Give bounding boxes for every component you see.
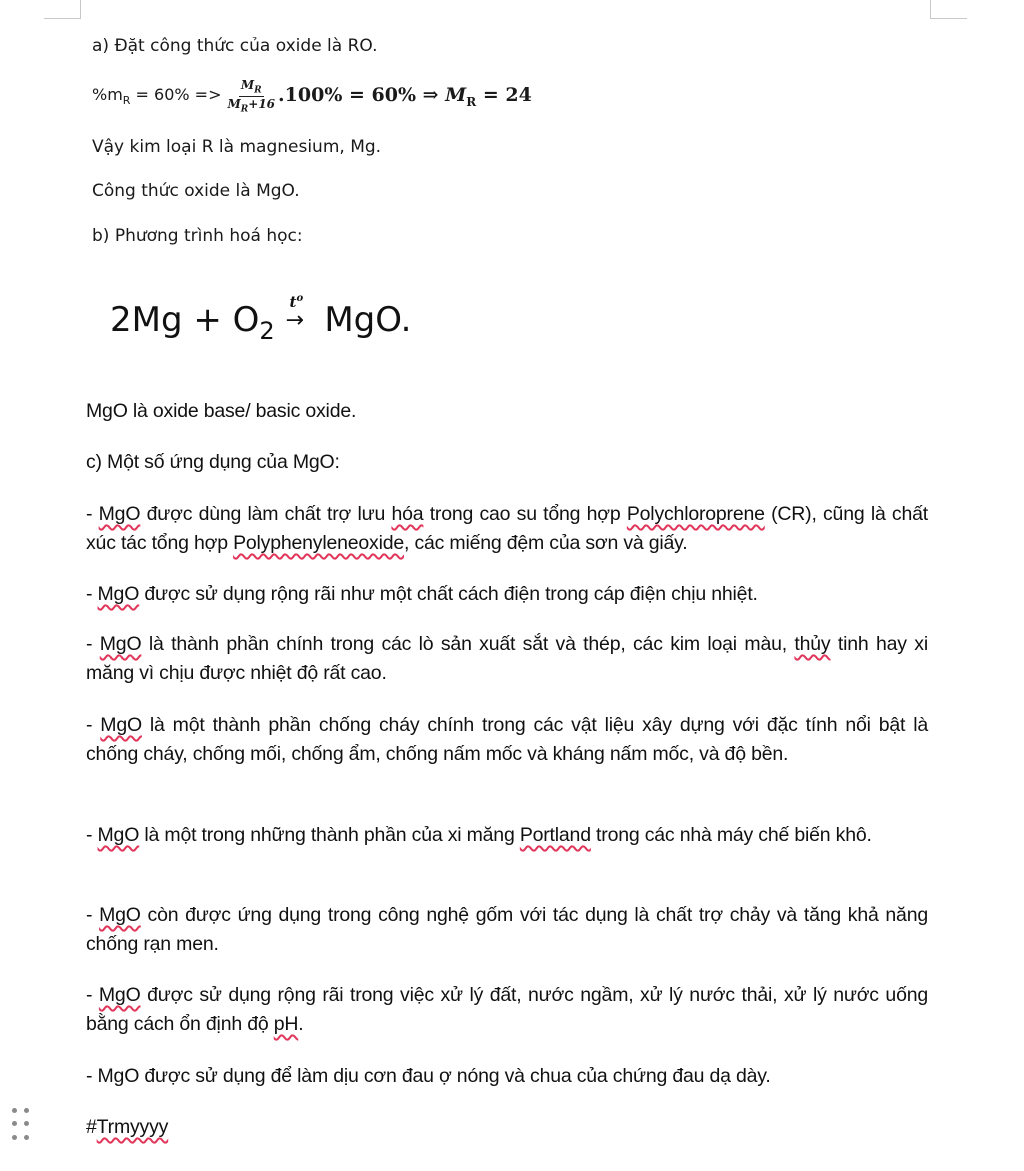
spelling-error-polyphenyleneoxide[interactable]: Polyphenyleneoxide: [233, 532, 405, 554]
part-c-intro: c) Một số ứng dụng của MgO:: [86, 451, 340, 473]
application-item-7: - MgO được sử dụng rộng rãi trong việc xử lý đất, nước ngầm, xử lý nước thải, xử lý nước uống bằng cách ổn định độ pH.: [86, 984, 929, 1035]
page-corner-top-right: [930, 0, 967, 19]
arrow-icon: →: [285, 308, 304, 333]
application-item-3: - MgO là thành phần chính trong các lò sản xuất sắt và thép, các kim loại màu, thủy tinh hay xi măng vì chịu được nhiệt độ rất cao.: [86, 633, 928, 684]
fraction-numerator: $M_R$: [240, 78, 262, 96]
mass-fraction: [228, 78, 276, 114]
drag-dot: [12, 1121, 17, 1126]
spelling-error-hoa[interactable]: hóa: [391, 503, 424, 525]
reaction-arrow: [285, 293, 314, 333]
spelling-error-ph[interactable]: pH: [273, 1013, 299, 1035]
drag-handle-icon[interactable]: [12, 1108, 32, 1142]
part-a-intro: a) Đặt công thức của oxide là RO.: [92, 36, 378, 56]
drag-dot: [12, 1108, 17, 1113]
application-item-1: - MgO được dùng làm chất trợ lưu hóa trong cao su tổng hợp Polychloroprene (CR), cũng là chất xúc tác tổng hợp Polyphenyleneoxide, các miếng đệm của sơn và giấy.: [86, 503, 928, 554]
application-item-6: - MgO còn được ứng dụng trong công nghệ gốm với tác dụng là chất trợ chảy và tăng khả năng chống rạn men.: [86, 904, 928, 955]
spelling-error-polychloroprene[interactable]: Polychloroprene: [626, 503, 765, 525]
spelling-error-mgo[interactable]: MgO: [99, 633, 142, 655]
conclusion-metal: Vậy kim loại R là magnesium, Mg.: [92, 137, 382, 157]
spelling-error-thuy[interactable]: thủy: [794, 633, 831, 655]
heat-condition: $t^o$: [289, 293, 304, 311]
spelling-error-portland[interactable]: Portland: [519, 824, 591, 846]
drag-dot: [12, 1135, 17, 1140]
percent-lhs: $\%m_R = 60\%$ =>: [92, 84, 222, 108]
percent-mass-calculation: [92, 76, 532, 116]
fraction-denominator: $M_R+16$: [227, 96, 276, 114]
equation-product: MgO.: [324, 300, 412, 340]
application-item-8: - MgO được sử dụng để làm dịu cơn đau ợ nóng và chua của chứng đau dạ dày.: [86, 1065, 771, 1087]
drag-dot: [24, 1121, 29, 1126]
author-hashtag: #Trmyyyy: [86, 1116, 169, 1138]
spelling-error-mgo[interactable]: MgO: [97, 583, 140, 605]
spelling-error-mgo[interactable]: MgO: [98, 984, 141, 1006]
spelling-error-mgo[interactable]: MgO: [98, 503, 141, 525]
part-b-intro: b) Phương trình hoá học:: [92, 226, 303, 246]
equation-reactants: $2Mg + O_2$: [110, 300, 275, 345]
chemical-equation: [110, 293, 412, 345]
spelling-error-mgo[interactable]: MgO: [97, 824, 140, 846]
percent-result-expression: .100% = 60% ⇒ $M_R = 24$: [278, 83, 532, 109]
spelling-error-mgo[interactable]: MgO: [99, 904, 141, 926]
application-item-4: - MgO là một thành phần chống cháy chính trong các vật liệu xây dựng với đặc tính nổi bật là chống cháy, chống mối, chống ẩm, chống nấm mốc và kháng nấm mốc, và độ bền.: [86, 714, 929, 765]
drag-dot: [24, 1108, 29, 1113]
oxide-type-paragraph: MgO là oxide base/ basic oxide.: [86, 400, 357, 422]
conclusion-formula: Công thức oxide là MgO.: [92, 181, 300, 201]
page-corner-top-left: [44, 0, 81, 19]
application-item-2: - MgO được sử dụng rộng rãi như một chất cách điện trong cáp điện chịu nhiệt.: [86, 583, 758, 605]
spelling-error-mgo[interactable]: MgO: [100, 714, 142, 736]
drag-dot: [24, 1135, 29, 1140]
application-item-5: - MgO là một trong những thành phần của xi măng Portland trong các nhà máy chế biến khô.: [86, 824, 872, 846]
spelling-error-hashtag[interactable]: Trmyyyy: [96, 1116, 169, 1138]
